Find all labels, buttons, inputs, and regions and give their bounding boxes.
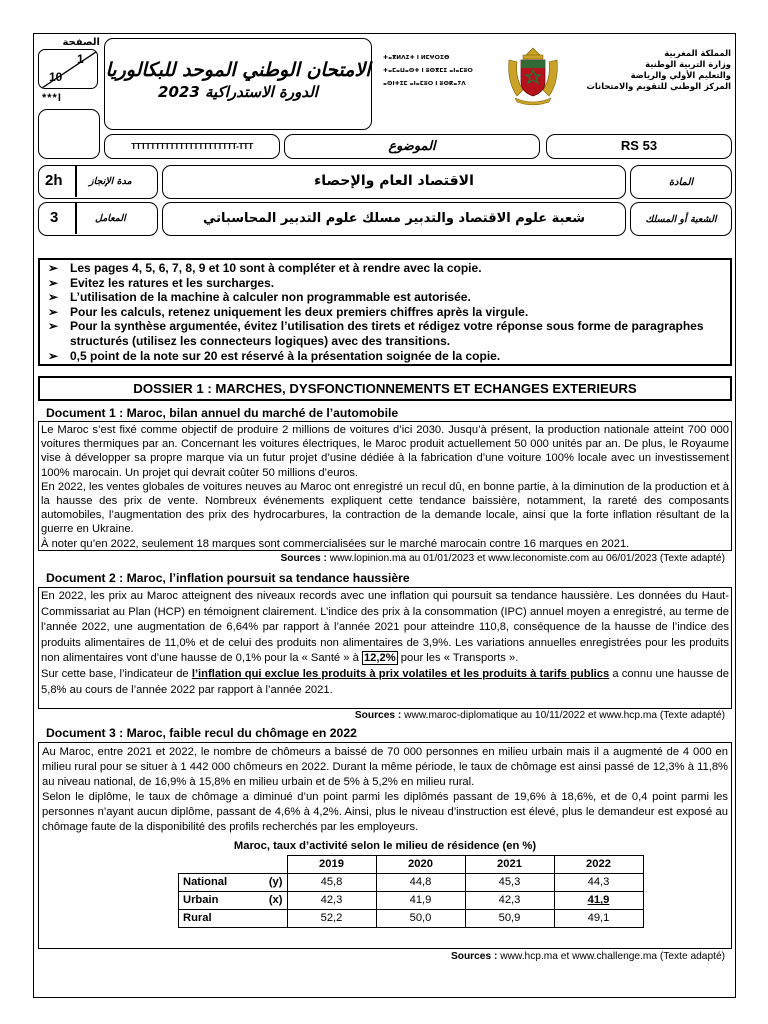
- table-cell: 52,2: [287, 910, 376, 928]
- dossier-title: [38, 376, 732, 401]
- table-row: [179, 892, 644, 910]
- row-label: Urbain: [183, 894, 219, 907]
- table-row-label: [179, 892, 288, 910]
- instruction-item: [48, 290, 726, 305]
- doc1-paragraph: Le Maroc s’est fixé comme objectif de produire 2 millions de voitures d’ici 2030. Jusqu’à présent, la production nationale atteint 700 000 voitures thermiques par an. Concernant les voitures électriques, le Maroc produit actuellement 50 000 unités par an. De plus, le Royaume vise à développer sa propre marque via un futur projet d’usine dédiée à la fabrication d’une voiture 100% locale avec un investissement 100% marocain. Un projet qui devrait coûter 50 millions d’euros.: [41, 424, 729, 479]
- table-cell: 50,9: [465, 910, 554, 928]
- doc2-text: En 2022, les prix au Maroc atteignent des niveaux records avec une inflation qui poursuit sa tendance haussière. Les données du Haut-Commissariat au Plan (HCP) en témoignent clairement. L’indice des prix à la consommation (IPC) annuel moyen a enregistré, au terme de l’année 2022, une augmentation de 6,64% par rapport à l’année 2021 pour atteindre 110,8, conséquence de la hausse de l’indice des produits alimentaires de 11,0% et de celui des produits non alimentaires de 3,9%. Les variations annuelles enregistrées pour les produits non alimentaires vont d’une hausse de 0,1% pour la « Santé » à: [41, 590, 729, 665]
- instruction-text: Pour la synthèse argumentée, évitez l’utilisation des tirets et rédigez votre réponse sous forme de paragraphes structurés (utilisez les connecteurs logiques) avec des transitions.: [70, 319, 704, 348]
- code-strip: [104, 134, 280, 159]
- sources-label: Sources :: [450, 951, 498, 962]
- tifinagh-line: ⵜⴰⴳⵍⴷⵉⵜ ⵏ ⵍⵎⵖⵔⵉⴱ: [383, 55, 450, 61]
- tifinagh-line: ⵜⴰⵎⴰⵡⴰⵙⵜ ⵏ ⵓⵙⴳⵎⵉ ⴰⵏⴰⵎⵓⵔ: [383, 68, 473, 74]
- arrow-bullet-icon: ➢: [48, 348, 59, 363]
- table-row: [179, 874, 644, 892]
- page-label-text: الصفحة: [62, 37, 100, 48]
- subject-code-box: [546, 134, 732, 159]
- row-label: National: [183, 876, 228, 889]
- instruction-text: Les pages 4, 5, 6, 7, 8, 9 et 10 sont à compléter et à rendre avec la copie.: [70, 261, 482, 275]
- table-corner-cell: [179, 856, 288, 874]
- table-row: [179, 910, 644, 928]
- instruction-item: [48, 319, 726, 348]
- arrow-bullet-icon: ➢: [48, 304, 59, 319]
- doc2-text: a connu une hausse de 5,8% au cours de l’année 2022 par rapport à l’année 2021.: [41, 667, 729, 696]
- diagonal-line: [39, 50, 98, 89]
- doc2-text: Sur cette base, l’indicateur de: [41, 667, 192, 680]
- page-total: 10: [49, 70, 63, 84]
- doc3-paragraph: Selon le diplôme, le taux de chômage a diminué d’un point parmi les diplômés passant de 19,6% à 18,6%, et de 0,4 point parmi les personnes n’ayant aucun diplôme, passant de 4,6% à 4,2%. Ainsi, plus le niveau d’instruction est élevé, plus le demandeur est exposé au chômage faute de la disponibilité des profils recherchés par les employeurs.: [42, 790, 728, 833]
- duration-value: 2h: [45, 172, 63, 189]
- doc3-sources: [451, 951, 725, 962]
- moroccan-coat-of-arms-icon: [503, 44, 563, 108]
- exam-session: الدورة الاستدراكية 2023: [158, 83, 318, 101]
- dossier-title-text: DOSSIER 1 : MARCHES, DYSFONCTIONNEMENTS ET ECHANGES EXTERIEURS: [133, 381, 637, 396]
- exam-title: الامتحان الوطني الموحد للبكالوريا: [105, 59, 371, 81]
- instruction-item: [48, 261, 726, 276]
- sources-text: www.lopinion.ma au 01/01/2023 et www.leconomiste.com au 06/01/2023 (Texte adapté): [326, 553, 725, 564]
- subject-field-label-box: [630, 165, 732, 199]
- duration-divider: [75, 166, 77, 197]
- ministry-line: والتعليم الأولي والرياضة: [630, 70, 731, 80]
- tifinagh-text: [383, 52, 501, 91]
- blank-box: [38, 109, 100, 159]
- ministry-name: [571, 48, 731, 92]
- table-cell: 49,1: [554, 910, 643, 928]
- subject-label-box: [284, 134, 540, 159]
- instruction-item: [48, 305, 726, 320]
- ministry-line: وزارة التربية الوطنية: [645, 59, 731, 69]
- ministry-line: المملكة المغربية: [664, 48, 731, 58]
- ministry-line: المركز الوطني للتقويم والامتحانات: [586, 81, 731, 91]
- sources-text: www.hcp.ma et www.challenge.ma (Texte adapté): [497, 951, 725, 962]
- branch-label: الشعبة أو المسلك: [645, 214, 717, 225]
- table-header-cell: 2022: [554, 856, 643, 874]
- subject-field-label: المادة: [668, 177, 694, 188]
- table-cell: 50,0: [376, 910, 465, 928]
- doc2-paragraph: [41, 667, 729, 698]
- arrow-bullet-icon: ➢: [48, 290, 59, 305]
- ministry-header: [381, 42, 733, 128]
- table-cell-highlighted: 41,9: [554, 892, 643, 910]
- subject-label: الموضوع: [388, 139, 436, 154]
- row-variable: (x): [268, 894, 283, 907]
- table-cell: 41,9: [376, 892, 465, 910]
- doc3-body: [38, 742, 732, 949]
- subject-name: الاقتصاد العام والإحصاء: [314, 173, 474, 189]
- doc1-title: Document 1 : Maroc, bilan annuel du marché de l’automobile: [46, 406, 399, 420]
- subject-code: RS 53: [620, 138, 658, 153]
- arrow-bullet-icon: ➢: [48, 261, 59, 275]
- table-header-cell: 2020: [376, 856, 465, 874]
- sources-text: www.maroc-diplomatique au 10/11/2022 et www.hcp.ma (Texte adapté): [401, 710, 725, 721]
- doc1-paragraph: À noter qu’en 2022, seulement 18 marques sont commercialisées sur le marché marocain contre 16 marques en 2021.: [41, 537, 630, 550]
- sources-label: Sources :: [280, 553, 327, 564]
- table-header-cell: 2019: [287, 856, 376, 874]
- table-cell: 45,8: [287, 874, 376, 892]
- doc1-sources: [280, 553, 725, 564]
- page-current: 1: [77, 52, 84, 66]
- code-strip-text: TTTTTTTTTTTTTTTTTTTTTT-TTT: [131, 141, 253, 151]
- doc3-paragraph: Au Maroc, entre 2021 et 2022, le nombre de chômeurs a baissé de 70 000 personnes en milieu urbain mais il a augmenté de 4 000 en milieu rural pour se situer à 1 442 000 chômeurs en 2022. Durant la même période, le taux de chômage est ainsi passé de 12,3% à 11,8% au niveau national, de 16,9% à 15,8% en milieu urbain et de 5% à 5,2% en milieu rural.: [42, 746, 728, 788]
- doc2-body: [38, 587, 732, 709]
- branch-name-box: [162, 202, 626, 236]
- instruction-text: Evitez les ratures et les surcharges.: [70, 275, 275, 290]
- stars-mark: ***I: [42, 92, 62, 104]
- doc2-text: pour les « Transports ».: [397, 652, 519, 665]
- coefficient-divider: [75, 203, 77, 234]
- coefficient-value: 3: [50, 209, 59, 226]
- instruction-item: [48, 349, 726, 364]
- table-row-label: [179, 910, 288, 928]
- exam-title-box: [104, 38, 372, 130]
- table-cell: 42,3: [465, 892, 554, 910]
- arrow-bullet-icon: ➢: [48, 319, 59, 334]
- table-cell: 44,3: [554, 874, 643, 892]
- doc1-paragraph: En 2022, les ventes globales de voitures neuves au Maroc ont enregistré un recul dû, en bonne partie, à la diminution de la production et à la hausse des prix de vente. Nombreux événements expliquent cette tendance baissière, notamment, la rareté des composants automobiles, l’augmentation des prix des hydrocarbures, la contraction de la demande locale, ainsi que la forte inflation résultant de la guerre en Ukraine.: [41, 480, 729, 536]
- table-cell: 42,3: [287, 892, 376, 910]
- table-cell: 45,3: [465, 874, 554, 892]
- doc2-boxed-value: 12,2%: [363, 652, 396, 665]
- activity-rate-table: [178, 855, 644, 928]
- table-title: Maroc, taux d’activité selon le milieu de résidence (en %): [233, 840, 537, 853]
- tifinagh-line: ⴰⵙⵏⵜⵉⵎ ⴰⵏⴰⵎⵓⵔ ⵏ ⵓⵙⴽⴰⵢⴷ: [383, 81, 466, 87]
- page-counter-box: [38, 49, 98, 89]
- instruction-text: Pour les calculs, retenez uniquement les deux premiers chiffres après la virgule.: [70, 304, 529, 319]
- instructions-box: [38, 258, 732, 366]
- table-row-label: [179, 874, 288, 892]
- row-label: Rural: [183, 912, 212, 925]
- doc2-title: Document 2 : Maroc, l’inflation poursuit sa tendance haussière: [46, 571, 410, 585]
- duration-box: [38, 165, 158, 199]
- doc3-title: Document 3 : Maroc, faible recul du chômage en 2022: [46, 726, 357, 740]
- page-number-label: [40, 37, 100, 48]
- doc2-underlined-term: l’inflation qui exclue les produits à prix volatiles et les produits à tarifs publics: [191, 667, 610, 680]
- table-cell: 44,8: [376, 874, 465, 892]
- instruction-item: [48, 276, 726, 291]
- exam-page: [33, 33, 736, 998]
- row-variable: (y): [268, 876, 283, 889]
- branch-name: شعبة علوم الاقتصاد والتدبير مسلك علوم التدبير المحاسباتي: [203, 211, 585, 226]
- instruction-text: 0,5 point de la note sur 20 est réservé à la présentation soignée de la copie.: [70, 348, 501, 363]
- sources-label: Sources :: [354, 710, 402, 721]
- coefficient-label: المعامل: [95, 213, 126, 224]
- instruction-text: L’utilisation de la machine à calculer non programmable est autorisée.: [70, 290, 471, 305]
- table-header-cell: 2021: [465, 856, 554, 874]
- subject-name-box: [162, 165, 626, 199]
- arrow-bullet-icon: ➢: [48, 275, 59, 290]
- doc1-body: [38, 421, 732, 551]
- doc2-paragraph: [41, 589, 729, 667]
- branch-label-box: [630, 202, 732, 236]
- coefficient-box: [38, 202, 158, 236]
- table-header-row: [179, 856, 644, 874]
- duration-label: مدة الإنجاز: [89, 176, 132, 187]
- doc2-sources: [355, 710, 725, 721]
